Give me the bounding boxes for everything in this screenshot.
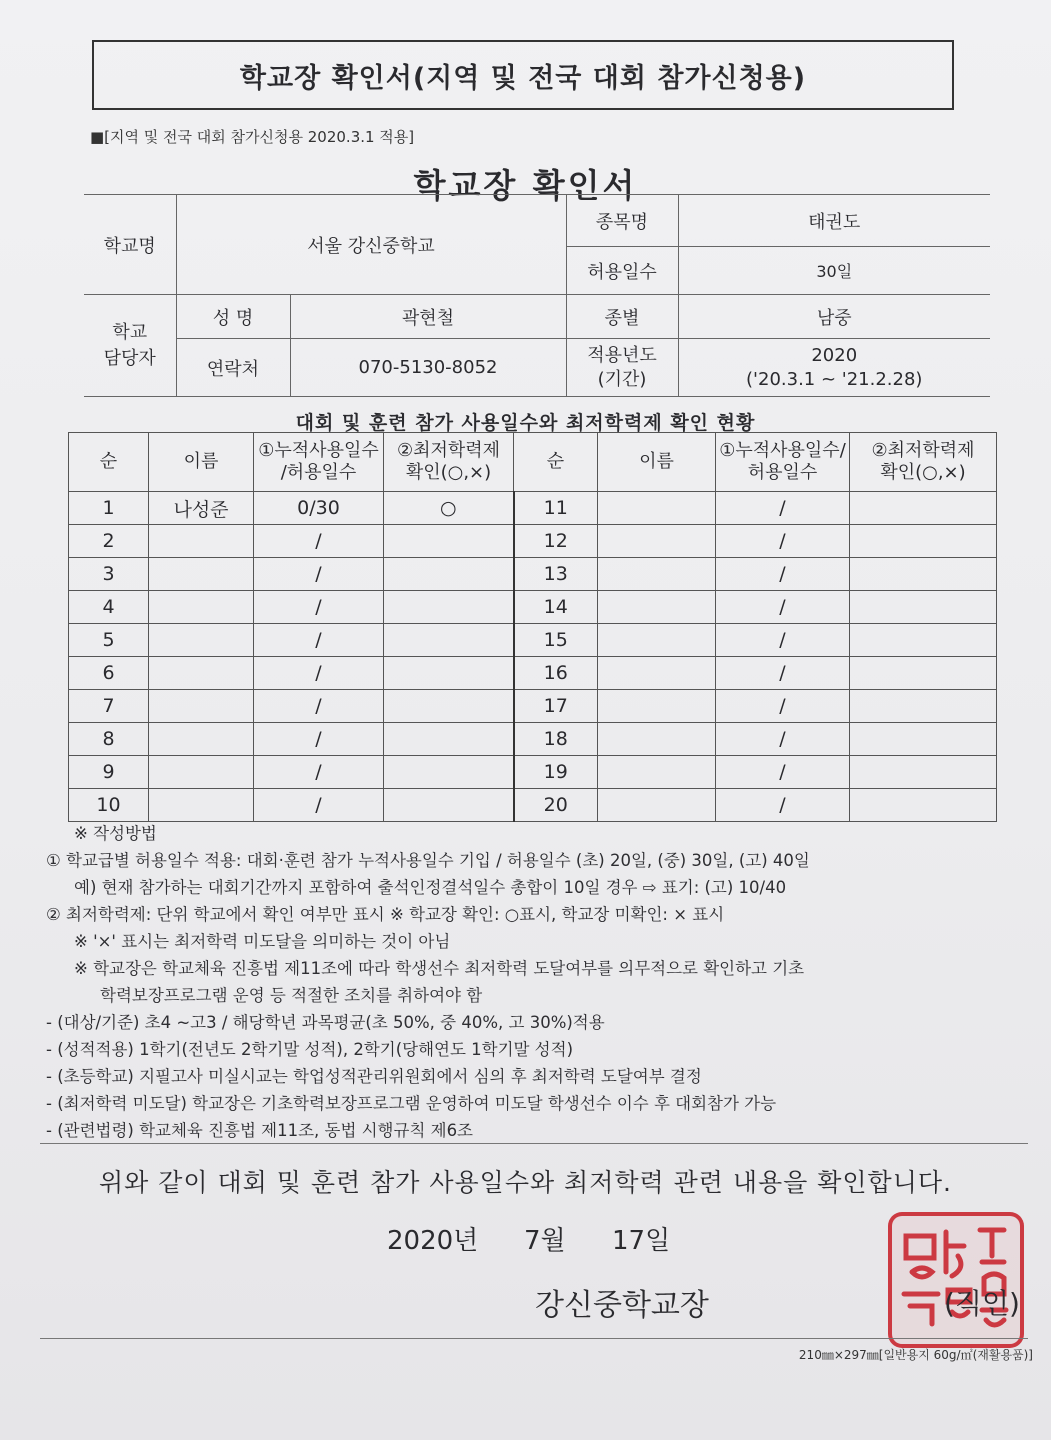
divider-top [40, 1143, 1028, 1144]
row-number: 2 [69, 525, 149, 558]
row-number: 3 [69, 558, 149, 591]
minimum-grade-check [850, 657, 997, 690]
student-name [598, 789, 716, 822]
event-label: 종목명 [566, 195, 678, 247]
table-row [69, 723, 997, 756]
minimum-grade-check [384, 558, 514, 591]
table-row [69, 558, 997, 591]
days-used: / [254, 657, 384, 690]
table-row [69, 690, 997, 723]
header-check-right [850, 433, 997, 492]
days-used: / [716, 657, 850, 690]
row-number: 20 [514, 789, 598, 822]
detail-5: - (관련법령) 학교체육 진흥법 제11조, 동법 시행규칙 제6조 [46, 1121, 473, 1140]
header-check-right-line1: ②최저학력제 [871, 439, 975, 461]
minimum-grade-check [384, 756, 514, 789]
roster-table [68, 432, 997, 822]
row-number: 13 [514, 558, 598, 591]
row-number: 15 [514, 624, 598, 657]
student-name [149, 558, 254, 591]
student-name [598, 624, 716, 657]
date-year: 2020년 [387, 1226, 479, 1256]
student-name [149, 690, 254, 723]
seal-pattern-icon [892, 1216, 1020, 1344]
school-label: 학교명 [84, 195, 176, 295]
header-days-right-line1: ①누적사용일수/ [719, 439, 846, 461]
table-row [69, 492, 997, 525]
row-number: 19 [514, 756, 598, 789]
row-number: 9 [69, 756, 149, 789]
minimum-grade-check [384, 591, 514, 624]
minimum-grade-check [384, 690, 514, 723]
days-used: / [716, 492, 850, 525]
student-name [149, 657, 254, 690]
days-used: / [716, 558, 850, 591]
days-used: / [716, 690, 850, 723]
student-name [598, 492, 716, 525]
year-label [566, 339, 678, 397]
contact-value: 070-5130-8052 [290, 339, 566, 397]
staff-label-line2: 담당자 [103, 347, 156, 369]
header-name: 이름 [149, 433, 254, 492]
minimum-grade-check [384, 723, 514, 756]
roster-body [69, 492, 997, 822]
student-name [598, 657, 716, 690]
days-used: / [254, 591, 384, 624]
minimum-grade-check [850, 690, 997, 723]
student-name [149, 723, 254, 756]
student-name [598, 723, 716, 756]
info-table [84, 194, 990, 397]
student-name: 나성준 [149, 492, 254, 525]
notes-section [46, 820, 1021, 1144]
header-days-line1: ①누적사용일수 [258, 439, 379, 461]
note-1-example: 예) 현재 참가하는 대회기간까지 포함하여 출석인정결석일수 총합이 10일 경우 ⇨ 표기: (고) 10/40 [74, 878, 787, 897]
table-row [69, 756, 997, 789]
table-row [69, 525, 997, 558]
detail-1: - (대상/기준) 초4 ~고3 / 해당학년 과목평균(초 50%, 중 40%, 고 30%)적용 [46, 1013, 605, 1032]
days-used: / [254, 624, 384, 657]
student-name [149, 789, 254, 822]
page-title: 학교장 확인서 [413, 166, 638, 205]
minimum-grade-check [384, 657, 514, 690]
header-check-line1: ②최저학력제 [396, 439, 501, 461]
section-title: 대회 및 훈련 참가 사용일수와 최저학력제 확인 현황 [295, 412, 756, 434]
name-label: 성 명 [176, 295, 290, 339]
minimum-grade-check [850, 723, 997, 756]
table-row [69, 657, 997, 690]
days-used: / [716, 624, 850, 657]
paper-spec-footer: 210㎜×297㎜[일반용지 60g/㎡(재활용품)] [798, 1348, 1033, 1362]
year-value-year: 2020 [811, 345, 858, 367]
minimum-grade-check [850, 591, 997, 624]
staff-label-line1: 학교 [112, 322, 148, 344]
contact-label: 연락처 [176, 339, 290, 397]
allowed-label: 허용일수 [566, 247, 678, 295]
category-value: 남중 [678, 295, 990, 339]
student-name [598, 558, 716, 591]
row-number: 7 [69, 690, 149, 723]
note-2-b: ※ 학교장은 학교체육 진흥법 제11조에 따라 학생선수 최저학력 도달여부를 의무적으로 확인하고 기초 [74, 959, 805, 978]
student-name [598, 690, 716, 723]
minimum-grade-check [850, 756, 997, 789]
minimum-grade-check [384, 789, 514, 822]
student-name [149, 525, 254, 558]
days-used: / [716, 756, 850, 789]
table-row [69, 624, 997, 657]
row-number: 6 [69, 657, 149, 690]
event-value: 태권도 [678, 195, 990, 247]
staff-label [84, 295, 176, 397]
student-name [598, 756, 716, 789]
header-box-title: 학교장 확인서(지역 및 전국 대회 참가신청용) [92, 40, 954, 110]
minimum-grade-check [850, 492, 997, 525]
days-used: / [716, 591, 850, 624]
detail-3: - (초등학교) 지필고사 미실시교는 학업성적관리위원회에서 심의 후 최저학력 도달여부 결정 [46, 1067, 702, 1086]
year-value-period: ('20.3.1 ~ '21.2.28) [746, 368, 923, 390]
header-no: 순 [69, 433, 149, 492]
student-name [598, 591, 716, 624]
minimum-grade-check [850, 525, 997, 558]
row-number: 8 [69, 723, 149, 756]
header-check [384, 433, 514, 492]
note-2: ② 최저학력제: 단위 학교에서 확인 여부만 표시 ※ 학교장 확인: ○표시, 학교장 미확인: × 표시 [46, 905, 725, 924]
header-days [254, 433, 384, 492]
year-label-line2: (기간) [597, 368, 647, 390]
days-used: / [254, 558, 384, 591]
divider-bottom [40, 1338, 1028, 1339]
header-check-line2: 확인(○,×) [405, 462, 492, 483]
confirmation-text: 위와 같이 대회 및 훈련 참가 사용일수와 최저학력 관련 내용을 확인합니다. [99, 1168, 952, 1197]
row-number: 10 [69, 789, 149, 822]
note-2-a: ※ '×' 표시는 최저학력 미도달을 의미하는 것이 아님 [74, 932, 451, 951]
days-used: / [716, 525, 850, 558]
minimum-grade-check: ○ [384, 492, 514, 525]
minimum-grade-check [850, 789, 997, 822]
days-used: / [254, 756, 384, 789]
minimum-grade-check [384, 525, 514, 558]
date-month: 7월 [524, 1226, 566, 1256]
row-number: 18 [514, 723, 598, 756]
notes-heading: ※ 작성방법 [74, 824, 157, 843]
days-used: / [254, 723, 384, 756]
row-number: 17 [514, 690, 598, 723]
header-no-right: 순 [514, 433, 598, 492]
minimum-grade-check [850, 624, 997, 657]
header-days-right-line2: 허용일수 [747, 462, 818, 483]
allowed-value: 30일 [678, 247, 990, 295]
table-row [69, 789, 997, 822]
days-used: / [254, 789, 384, 822]
minimum-grade-check [384, 624, 514, 657]
note-2-c: 학력보장프로그램 운영 등 적절한 조치를 취하여야 함 [100, 986, 483, 1005]
date-day: 17일 [612, 1226, 671, 1256]
category-label: 종별 [566, 295, 678, 339]
detail-4: - (최저학력 미도달) 학교장은 기초학력보장프로그램 운영하여 미도달 학생선수 이수 후 대회참가 가능 [46, 1094, 777, 1113]
row-number: 14 [514, 591, 598, 624]
minimum-grade-check [850, 558, 997, 591]
student-name [149, 756, 254, 789]
days-used: / [716, 723, 850, 756]
row-number: 5 [69, 624, 149, 657]
row-number: 1 [69, 492, 149, 525]
table-row [69, 591, 997, 624]
days-used: / [254, 525, 384, 558]
detail-2: - (성적적용) 1학기(전년도 2학기말 성적), 2학기(당해연도 1학기말 성적) [46, 1040, 574, 1059]
note-1: ① 학교급별 허용일수 적용: 대회·훈련 참가 누적사용일수 기입 / 허용일수 (초) 20일, (중) 30일, (고) 40일 [46, 851, 810, 870]
header-days-right [716, 433, 850, 492]
header-days-line2: /허용일수 [280, 462, 357, 483]
student-name [149, 591, 254, 624]
name-value: 곽현철 [290, 295, 566, 339]
official-seal-stamp [888, 1212, 1024, 1348]
days-used: 0/30 [254, 492, 384, 525]
days-used: / [254, 690, 384, 723]
student-name [149, 624, 254, 657]
row-number: 11 [514, 492, 598, 525]
header-name-right: 이름 [598, 433, 716, 492]
seal-label: (직인) [944, 1287, 1020, 1320]
year-label-line1: 적용년도 [587, 345, 657, 367]
row-number: 16 [514, 657, 598, 690]
school-value: 서울 강신중학교 [176, 195, 566, 295]
signature-name: 강신중학교장 [535, 1288, 709, 1323]
days-used: / [716, 789, 850, 822]
student-name [598, 525, 716, 558]
header-check-right-line2: 확인(○,×) [880, 462, 966, 483]
subtitle: ■[지역 및 전국 대회 참가신청용 2020.3.1 적용] [90, 128, 415, 146]
row-number: 4 [69, 591, 149, 624]
year-value [678, 339, 990, 397]
row-number: 12 [514, 525, 598, 558]
